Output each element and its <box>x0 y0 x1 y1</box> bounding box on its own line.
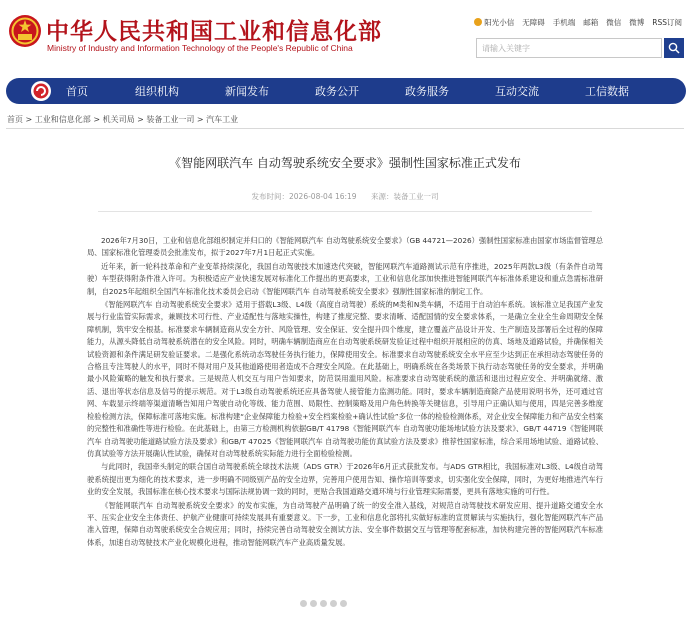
search-input[interactable]: 请输入关键字 <box>476 38 662 58</box>
top-link-rss[interactable]: RSS订阅 <box>652 18 682 27</box>
nav-gov-affairs[interactable]: 政务公开 <box>315 85 359 98</box>
nav-home[interactable]: 首页 <box>66 85 88 98</box>
main-nav <box>6 78 686 104</box>
share-dot-icon <box>310 600 317 607</box>
article-source: 来源：装备工业一司 <box>370 192 439 201</box>
search-icon <box>668 42 680 54</box>
breadcrumb[interactable]: 首页 > 工业和信息化部 > 机关司局 > 装备工业一司 > 汽车工业 <box>7 115 239 124</box>
share-widget[interactable] <box>300 600 347 607</box>
nav-organization[interactable]: 组织机构 <box>135 85 179 98</box>
article-title: 《智能网联汽车 自动驾驶系统安全要求》强制性国家标准正式发布 <box>169 156 521 170</box>
top-links <box>474 17 682 28</box>
title-divider <box>98 211 592 212</box>
article-paragraph: 2026年7月30日，工业和信息化部组织制定并归口的《智能网联汽车 自动驾驶系统安全要求》（GB 44721—2026）强制性国家标准由国家市场监督管理总局、国家标准化管理委员会批准发布，拟于2027年7月1日起正式实施。 <box>87 236 603 258</box>
top-link-wechat[interactable]: 微信 <box>606 18 622 27</box>
sun-icon <box>474 18 482 26</box>
top-link-mobile[interactable]: 手机端 <box>552 18 576 27</box>
article-paragraph: 《智能网联汽车 自动驾驶系统安全要求》的发布实施，为自动驾驶产品明确了统一的安全准入基线，对规范自动驾驶技术研发应用、提升道路交通安全水平、压实企业安全主体责任、护航产业健康可持续发展具有重要意义。下一步，工业和信息化部将扎实做好标准的宣贯解读与实施执行，强化智能网联汽车产品准入管理，保障自动驾驶系统安全合规应用；同时，持续完善自动驾驶安全测试方法、安全事件数据交互与管理等配套标准，加快构建完善的智能网联汽车标准体系，加速自动驾驶技术产业化规模化进程，推动智能网联汽车产业高质量发展。 <box>87 500 603 547</box>
top-link-weibo[interactable]: 微博 <box>629 18 645 27</box>
article-paragraph: 近年来，新一轮科技革命和产业变革持续深化，我国自动驾驶技术加速迭代突破，智能网联汽车道路测试示范有序推进，2025年两款L3级（有条件自动驾驶）车型获得附条件准入许可。为积极适应产业快速发展对标准化工作提出的更高要求，工业和信息化部加快推进智能网联汽车标准体系建设和重点急需标准研制，自2025年起组织全国汽车标准化技术委员会启动《智能网联汽车 自动驾驶系统安全要求》强制性国家标准的制定工作。 <box>87 261 603 296</box>
top-link-mail[interactable]: 邮箱 <box>583 18 599 27</box>
site-name-cn[interactable]: 中华人民共和国工业和信息化部 <box>46 19 382 45</box>
article-paragraph: 与此同时，我国牵头制定的联合国自动驾驶系统全球技术法规（ADS GTR）于2026年6月正式获批发布。与ADS GTR相比，我国标准对L3级、L4级自动驾驶系统提出更为细化的技术要求，进一步明确不同级别产品的安全边界，完善用户使用告知、操作培训等要求，切实强化安全保障，同时，为更好地推进汽车行业的安全发展，我国标准在核心技术要求与国际法规协调一致的同时，更贴合我国道路交通环境与行业管理实际需要，更具有落地实施的可行性。 <box>87 462 603 497</box>
national-emblem-icon <box>8 14 42 48</box>
nav-services[interactable]: 政务服务 <box>405 85 449 98</box>
article-body <box>87 235 603 644</box>
article-paragraph: 《智能网联汽车 自动驾驶系统安全要求》适用于搭载L3级、L4级（高度自动驾驶）系统的M类和N类车辆，不适用于自动泊车系统。该标准立足我国产业发展与行业监管实际需求，兼顾技术可行性、产业适配性与落地实操性，构建了推度完整、要求清晰、适配国情的安全要求体系，一是确立全业全生命周期安全保障机制，筑牢安全根基。标准要求车辆制造商从安全方针、风险管理、安全保证、安全提升四个维度，建立覆盖产品设计开发、生产制造及部署后全过程的保障能力，从源头降低自动驾驶系统潜在的安全风险。同时，明确车辆制造商应在自动驾驶系统研发验证过程中组织开展相应的仿真、场地及道路试验，并确保相关试验资源和条件满足研发验证要求。二是强化系统动态驾驶任务执行能力，保障使用安全。标准要求自动驾驶系统安全水平应至少达到正在承担动态驾驶任务的合格且专注驾驶人的水平，同时不得对用户及其他道路使用者造成不合理安全风险。在此基础上，明确系统在各类场景下执行动态驾驶任务的安全要求，并明确最小风险策略的触发和执行要求。三是规范人机交互与用户告知要求，防范误用滥用风险。标准要求自动驾驶系统的激活和退出过程应安全、并明确就绪、激活、退出等状态信息及信号的提示规范。对于L3级自动驾驶系统还应具备驾驶人接管能力监测功能。同时，要求车辆制造商除产品使用说明书外，还可通过官网、车载显示终端等渠道清晰告知用户驾驶自动化等级、能力范围、局限性、控制策略及用户角色转换等关键信息，引导用户正确认知与使用，四是完善多维度检验检测方法，保障标准可落地实施。标准构建“企业保障能力检验+安全档案检验+确认性试验”多位一体的检验检测体系，对企业安全保障能力和产品安全档案的完整性和准确性等进行检验。在此基础上，由第三方检测机构依据GB/T 41798《智能网联汽车 自动驾驶功能场地试验方法及要求》、GB/T 44719《智能网联汽车 自动驾驶功能道路试验方法及要求》和GB/T 47025《智能网联汽车 自动驾驶功能仿真试验方法及要求》推荐性国家标准，综合采用场地试验、道路试验、仿真试验等方法开展确认性试验，确保对自动驾驶系统实际能力进行全面检验检测。 <box>87 300 603 458</box>
nav-interaction[interactable]: 互动交流 <box>495 85 539 98</box>
share-dot-icon <box>330 600 337 607</box>
search-button[interactable] <box>664 38 684 58</box>
nav-news[interactable]: 新闻发布 <box>225 85 269 98</box>
breadcrumb-divider <box>6 128 684 129</box>
ministry-logo-icon <box>30 80 52 102</box>
nav-data[interactable]: 工信数据 <box>585 85 629 98</box>
top-link-accessibility[interactable]: 无障碍 <box>522 18 545 27</box>
share-dot-icon <box>340 600 347 607</box>
share-dot-icon <box>300 600 307 607</box>
publish-time: 发布时间：2026-08-04 16:19 <box>251 192 357 201</box>
site-name-en: Ministry of Industry and Information Technology of the People's Republic of China <box>47 43 353 53</box>
article-meta <box>0 191 690 202</box>
share-dot-icon <box>320 600 327 607</box>
top-link-sunshine[interactable]: 阳光小信 <box>474 17 514 28</box>
site-header <box>0 0 690 72</box>
